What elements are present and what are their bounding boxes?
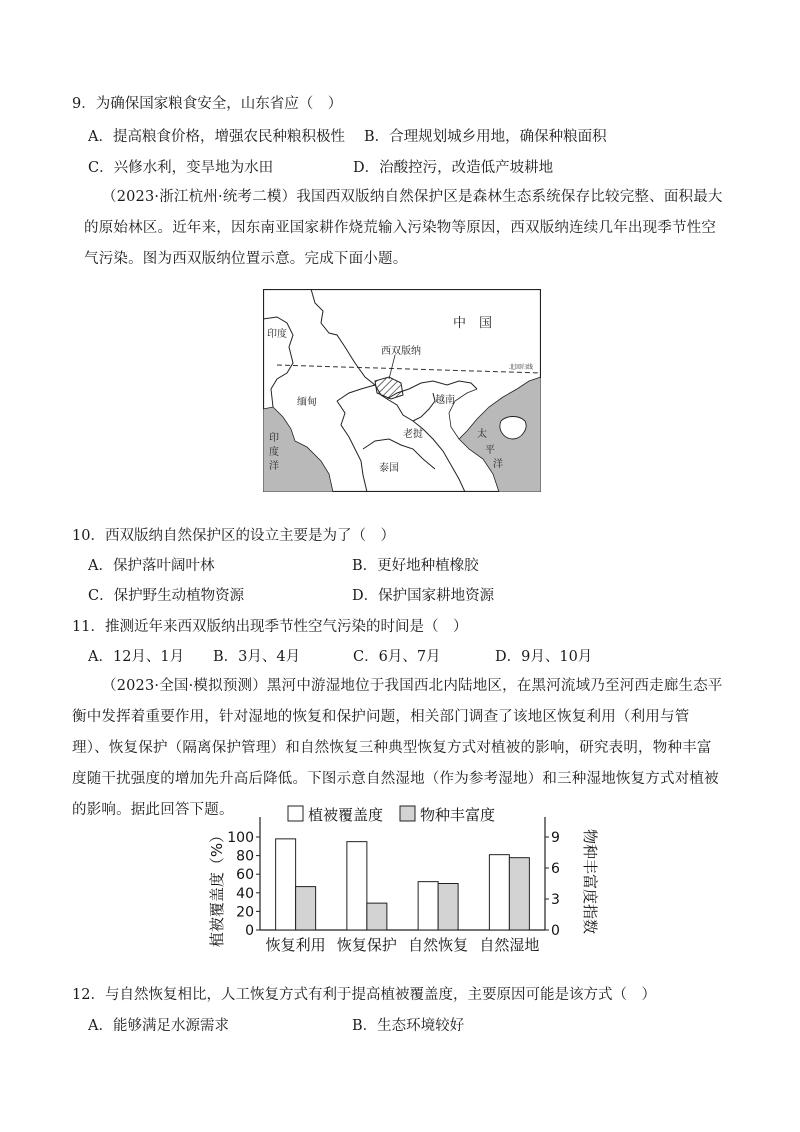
label-thailand: 泰国	[379, 463, 399, 474]
category-label: 恢复利用	[265, 936, 326, 954]
right-tick-label: 6	[551, 861, 560, 877]
q12-stem: 12．与自然恢复相比，人工恢复方式有利于提高植被覆盖度，主要原因可能是该方式（ ）	[72, 987, 656, 1003]
q12-option-b: B．生态环境较好	[352, 1018, 465, 1034]
bar-right	[296, 887, 316, 930]
label-tropic: 北回归线	[509, 364, 534, 371]
bar-left	[418, 882, 438, 930]
label-pacific-3: 洋	[493, 459, 503, 470]
q10-option-b: B．更好地种植橡胶	[352, 558, 479, 574]
legend-swatch	[400, 806, 415, 821]
q9-option-a: A．提高粮食价格，增强农民种粮积极性	[88, 129, 345, 145]
passage-heihe-wetland: （2023·全国·模拟预测）黑河中游湿地位于我国西北内陆地区，在黑河流域乃至河西走廊生态平衡中发挥着重要作用，针对湿地的恢复和保护问题，相关部门调查了该地区恢复利用（利用与管理）、恢复保护（隔离保护管理）和自然恢复三种典型恢复方式对植被的影响，研究表明，物种丰富度随干扰强度的增加先升高后降低。下图示意自然湿地（作为参考湿地）和三种湿地恢复方式对植被的影响。据此回答下题。	[72, 678, 723, 818]
bar-right	[509, 858, 529, 930]
bar-left	[276, 839, 296, 930]
label-indian-ocean-1: 印	[269, 433, 279, 444]
q11-option-a: A．12月、1月	[88, 649, 185, 665]
right-axis-label: 物种丰富度指数	[581, 828, 599, 935]
label-myanmar: 缅甸	[297, 397, 317, 408]
category-label: 恢复保护	[336, 936, 397, 954]
q11-option-c: C．6月、7月	[353, 649, 441, 665]
right-tick-label: 9	[551, 830, 560, 846]
passage-xishuangbanna: （2023·浙江杭州·统考二模）我国西双版纳自然保护区是森林生态系统保存比较完整、面积最大的原始林区。近年来，因东南亚国家耕作烧荒输入污染物等原因，西双版纳连续几年出现季节性空气污染。图为西双版纳位置示意。完成下面小题。	[84, 189, 723, 267]
right-tick-label: 0	[551, 923, 560, 939]
q9-stem: 9．为确保国家粮食安全，山东省应（ ）	[72, 96, 343, 112]
bar-right	[438, 884, 458, 931]
left-tick-label: 100	[227, 830, 254, 846]
label-vietnam: 越南	[435, 395, 455, 406]
right-tick-label: 3	[551, 892, 560, 908]
left-tick-label: 40	[236, 885, 254, 902]
label-xishuangbanna: 西双版纳	[381, 346, 421, 357]
q10-option-c: C．保护野生动植物资源	[88, 588, 245, 604]
q9-option-d: D．治酸控污，改造低产坡耕地	[353, 160, 554, 176]
legend-label: 植被覆盖度	[308, 806, 384, 824]
q10-option-d: D．保护国家耕地资源	[352, 588, 495, 604]
bar-left	[347, 842, 367, 930]
label-pacific-2: 平	[485, 445, 495, 456]
bar-left	[489, 855, 509, 930]
left-tick-label: 20	[236, 904, 254, 921]
xishuangbanna-location-map	[263, 289, 541, 492]
left-tick-label: 80	[236, 848, 254, 865]
left-tick-label: 60	[236, 867, 254, 884]
label-laos: 老挝	[403, 429, 423, 440]
q10-option-a: A．保护落叶阔叶林	[88, 558, 215, 574]
label-pacific-1: 太	[477, 429, 487, 440]
wetland-restoration-chart	[200, 800, 610, 960]
left-tick-label: 0	[245, 923, 254, 939]
q11-option-d: D．9月、10月	[495, 649, 593, 665]
bar-right	[367, 903, 387, 930]
q9-option-b: B．合理规划城乡用地，确保种粮面积	[364, 129, 607, 145]
legend-label: 物种丰富度	[420, 806, 496, 824]
q9-option-c: C．兴修水利，变旱地为水田	[88, 160, 274, 176]
label-china: 中 国	[453, 316, 493, 331]
q11-option-b: B．3月、4月	[213, 649, 301, 665]
category-label: 自然恢复	[408, 936, 469, 954]
q12-option-a: A．能够满足水源需求	[88, 1018, 229, 1034]
q10-stem: 10．西双版纳自然保护区的设立主要是为了（ ）	[72, 528, 395, 544]
label-indian-ocean-2: 度	[269, 447, 279, 458]
category-label: 自然湿地	[479, 936, 540, 954]
left-axis-label: 植被覆盖度（%）	[208, 827, 226, 948]
label-india: 印度	[267, 329, 287, 340]
q11-stem: 11．推测近年来西双版纳出现季节性空气污染的时间是（ ）	[72, 619, 468, 635]
legend-swatch	[288, 806, 303, 821]
label-indian-ocean-3: 洋	[269, 461, 279, 472]
